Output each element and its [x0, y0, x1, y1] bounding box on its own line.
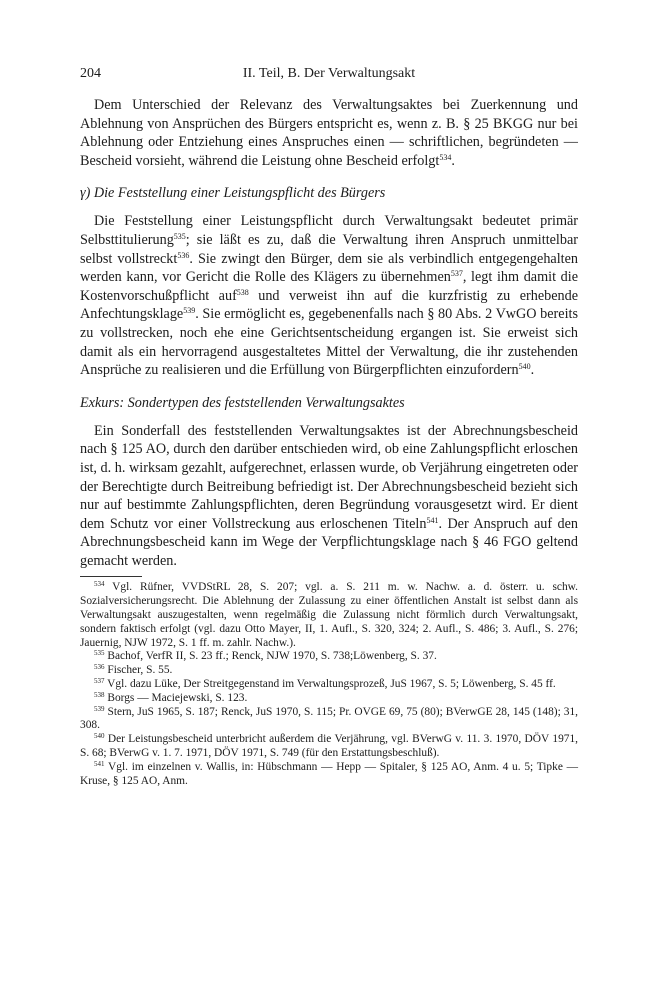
page-number: 204: [80, 66, 101, 81]
footnote: $^{540}$ Der Leistungsbescheid unterbricht außerdem die Verjährung, vgl. BVerwG v. 11. 3. 1970, DÖV 1971, S. 68; BVerwG v. 1. 7. 1971, DÖV 1971, S. 749 (für den Erstattungsbeschluß).: [80, 732, 578, 760]
footnote: $^{536}$ Fischer, S. 55.: [94, 663, 173, 677]
paragraph-abrechnungsbescheid: Ein Sonderfall des feststellenden Verwaltungsaktes ist der Abrechnungsbescheid nach § 125 AO, durch den darüber entschieden wird, ob eine Zahlungspflicht erloschen ist, d. h. wirksam gezahlt, aufgerechnet, erlassen wurde, ob Verjährung eingetreten oder der Berechtigte durch Beitreibung befriedigt ist. Der Abrechnungsbescheid bezieht sich nur auf bestimmte Zahlungspflichten, deren Begründung vorausgesetzt wird. Er dient dem Schutz vor einer Vollstreckung aus erloschenen Titeln$^{541}$. Der Anspruch auf den Abrechnungsbescheid kann im Wege der Verpflichtungsklage nach § 46 FGO geltend gemacht werden.: [80, 422, 578, 569]
footnote-ref[interactable]: 535: [173, 231, 186, 241]
footnote-ref[interactable]: 538: [236, 287, 249, 297]
footnote: $^{534}$ Vgl. Rüfner, VVDStRL 28, S. 207; vgl. a. S. 211 m. w. Nachw. a. d. österr. u. schw. Sozialversicherungsrecht. Die Ablehnung der Zulassung zu einer öffentlichen Anstalt ist selbst dann als Verwaltungsakt auszugestalten, wenn regelmäßig die Zulassung nicht förmlich durch Verwaltungsakt, sondern faktisch erfolgt (vgl. dazu Otto Mayer, II, 1. Aufl., S. 320, 324; 2. Aufl., S. 486; 3. Aufl., S. 276; Jauernig, NJW 1972, S. 1 ff. m. zahlr. Nachw.).: [80, 580, 578, 649]
document-page: [80, 66, 578, 788]
footnote-ref[interactable]: 537: [450, 269, 463, 279]
footnote: $^{538}$ Borgs — Maciejewski, S. 123.: [94, 690, 248, 704]
paragraph-relevanz: Dem Unterschied der Relevanz des Verwaltungsaktes bei Zuerkennung und Ablehnung von Ansprüchen des Bürgers entspricht es, wenn z. B. § 25 BKGG nur bei Ablehnung oder Entziehung eines Anspruches einen — schriftlichen, begründeten — Bescheid vorsieht, während die Leistung ohne Bescheid erfolgt$^{534}$.: [80, 97, 578, 169]
footnote: $^{535}$ Bachof, VerfR II, S. 23 ff.; Renck, NJW 1970, S. 738;Löwenberg, S. 37.: [94, 649, 437, 663]
footnote-ref[interactable]: 540: [518, 362, 531, 372]
footnote: $^{541}$ Vgl. im einzelnen v. Wallis, in: Hübschmann — Hepp — Spitaler, § 125 AO, Anm. 4 u. 5; Tipke — Kruse, § 125 AO, Anm.: [80, 759, 578, 787]
footnote-ref[interactable]: 541: [426, 515, 439, 525]
footnote: $^{539}$ Stern, JuS 1965, S. 187; Renck, JuS 1970, S. 115; Pr. OVGE 69, 75 (80); BVerwGE 28, 145 (148); 31, 308.: [80, 704, 578, 732]
running-title: II. Teil, B. Der Verwaltungsakt: [242, 66, 416, 81]
section-heading-exkurs: Exkurs: Sondertypen des feststellenden Verwaltungsaktes: [80, 394, 405, 411]
footnote-ref[interactable]: 534: [439, 152, 452, 162]
paragraph-feststellung: Die Feststellung einer Leistungspflicht durch Verwaltungsakt bedeutet primär Selbsttitulierung$^{535}$; sie läßt es zu, daß die Verwaltung ihren Anspruch unmittelbar selbst vollstreckt$^{536}$. Sie zwingt den Bürger, dem sie als verbindlich entgegengehalten werden kann, vor Gericht die Rolle des Klägers zu übernehmen$^{537}$, legt ihm damit die Kostenvorschußpflicht auf$^{538}$ und verweist ihn auf die kurzfristig zu erhebende Anfechtungsklage$^{539}$. Sie ermöglicht es, gegebenenfalls nach § 80 Abs. 2 VwGO bereits zu vollstrecken, noch ehe eine Gerichtsentscheidung ergangen ist. Sie erweist sich damit als ein hervorragend ausgestaltetes Mittel der Verwaltung, die ihr zustehenden Ansprüche zu realisieren und die Erfüllung von Bürgerpflichten einzufordern$^{540}$.: [80, 213, 578, 379]
footnote: $^{537}$ Vgl. dazu Lüke, Der Streitgegenstand im Verwaltungsprozeß, JuS 1967, S. 5; Löwenberg, S. 45 ff.: [94, 677, 556, 691]
section-heading-gamma: γ) Die Feststellung einer Leistungspflicht des Bürgers: [80, 185, 386, 202]
page-header: [80, 66, 578, 88]
footnote-ref[interactable]: 536: [177, 250, 190, 260]
footnotes: [80, 581, 578, 788]
footnote-ref[interactable]: 539: [183, 306, 196, 316]
footnote-divider: [80, 576, 142, 577]
